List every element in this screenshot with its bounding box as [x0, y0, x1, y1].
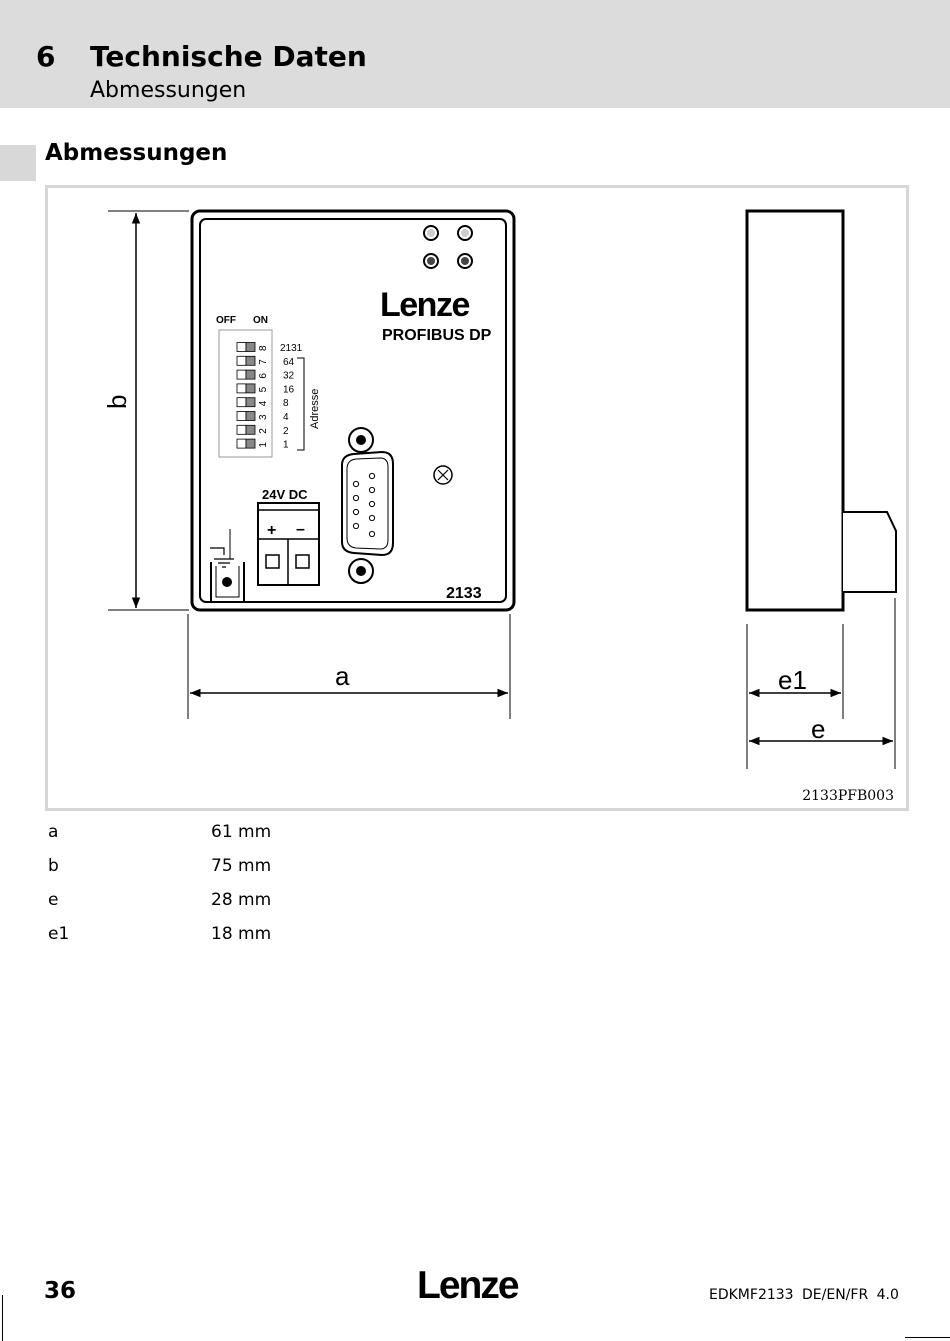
dip-switch-on-cell	[246, 425, 255, 434]
power-terminal	[258, 503, 319, 585]
dip-switch-off-cell	[237, 425, 246, 434]
dip-switch-off-cell	[237, 384, 246, 393]
dip-switch-number: 6	[258, 373, 269, 379]
dimension-drawing-svg	[48, 188, 906, 808]
footer-logo: Lenze	[417, 1264, 518, 1307]
dip-switch-off-cell	[237, 343, 246, 352]
dip-switch-on-cell	[246, 356, 255, 365]
dip-switch-on-cell	[246, 398, 255, 407]
dip-switch-number: 7	[258, 359, 269, 365]
dip-switch-value: 4	[283, 412, 289, 423]
document-id: EDKMF2133 DE/EN/FR 4.0	[709, 1287, 899, 1303]
device-side-view	[747, 211, 896, 610]
dimension-value: 28 mm	[211, 890, 272, 910]
dimension-label: e1	[48, 924, 70, 944]
figure-code: 2133PFB003	[802, 788, 894, 804]
dip-switch-value: 1	[283, 439, 289, 451]
dip-switch-off-cell	[237, 398, 246, 407]
device-product-name: PROFIBUS DP	[382, 327, 492, 344]
dip-switch-on-cell	[246, 439, 255, 448]
chapter-number: 6	[36, 40, 56, 73]
dip-switch-number: 1	[258, 442, 269, 448]
dimension-value: 18 mm	[211, 924, 272, 944]
switch-off-label: OFF	[216, 315, 236, 326]
dimension-b-label: b	[102, 394, 132, 409]
section-title: Abmessungen	[45, 140, 228, 166]
dip-switch-off-cell	[237, 412, 246, 421]
dip-switch-number: 3	[258, 414, 269, 420]
footer-rule-left	[2, 1295, 3, 1341]
footer-rule-right	[905, 1337, 950, 1338]
address-label: Adresse	[309, 388, 321, 429]
dip-switch-value: 32	[283, 370, 295, 382]
dip-switch-value: 2	[283, 425, 289, 437]
dip-switch-off-cell	[237, 370, 246, 379]
dip-switch-off-cell	[237, 439, 246, 448]
switch-on-label: ON	[253, 315, 268, 326]
dimension-b-line	[108, 211, 189, 610]
device-brand-logo: Lenze	[380, 286, 469, 324]
dip-switch-number: 5	[258, 386, 269, 393]
minus-label: –	[296, 521, 305, 538]
dimension-drawing	[45, 185, 909, 811]
dip-switch-number: 8	[258, 345, 269, 351]
dip-switch-off-cell	[237, 356, 246, 365]
dip-switch-number: 2	[258, 428, 269, 434]
power-label: 24V DC	[262, 487, 308, 502]
dimension-value: 75 mm	[211, 856, 272, 876]
plus-label: +	[267, 522, 277, 539]
dimension-value: 61 mm	[211, 822, 272, 842]
dip-switch-on-cell	[246, 384, 255, 393]
page-number: 36	[44, 1278, 77, 1304]
dip-switch-value: 2131	[280, 343, 303, 354]
section-marker	[0, 145, 36, 181]
dimension-label: b	[48, 856, 59, 876]
dip-switch-value: 16	[283, 384, 295, 396]
dip-switch-value: 64	[283, 356, 295, 368]
dimension-e-label: e	[811, 714, 826, 744]
dip-switch-on-cell	[246, 412, 255, 421]
screw-marker	[434, 466, 452, 484]
chapter-subtitle: Abmessungen	[90, 78, 247, 103]
chapter-title: Technische Daten	[90, 40, 367, 73]
dip-switch-on-cell	[246, 370, 255, 379]
dip-switch-number: 4	[258, 400, 269, 407]
dimension-label: e	[48, 890, 59, 910]
dimension-a-label: a	[335, 661, 350, 691]
dip-switch-on-cell	[246, 343, 255, 352]
chapter-header	[0, 0, 950, 108]
dip-switch-value: 8	[283, 398, 289, 410]
dimension-label: a	[48, 822, 59, 842]
device-model-number: 2133	[446, 585, 482, 602]
dimension-e1-label: e1	[778, 665, 807, 695]
